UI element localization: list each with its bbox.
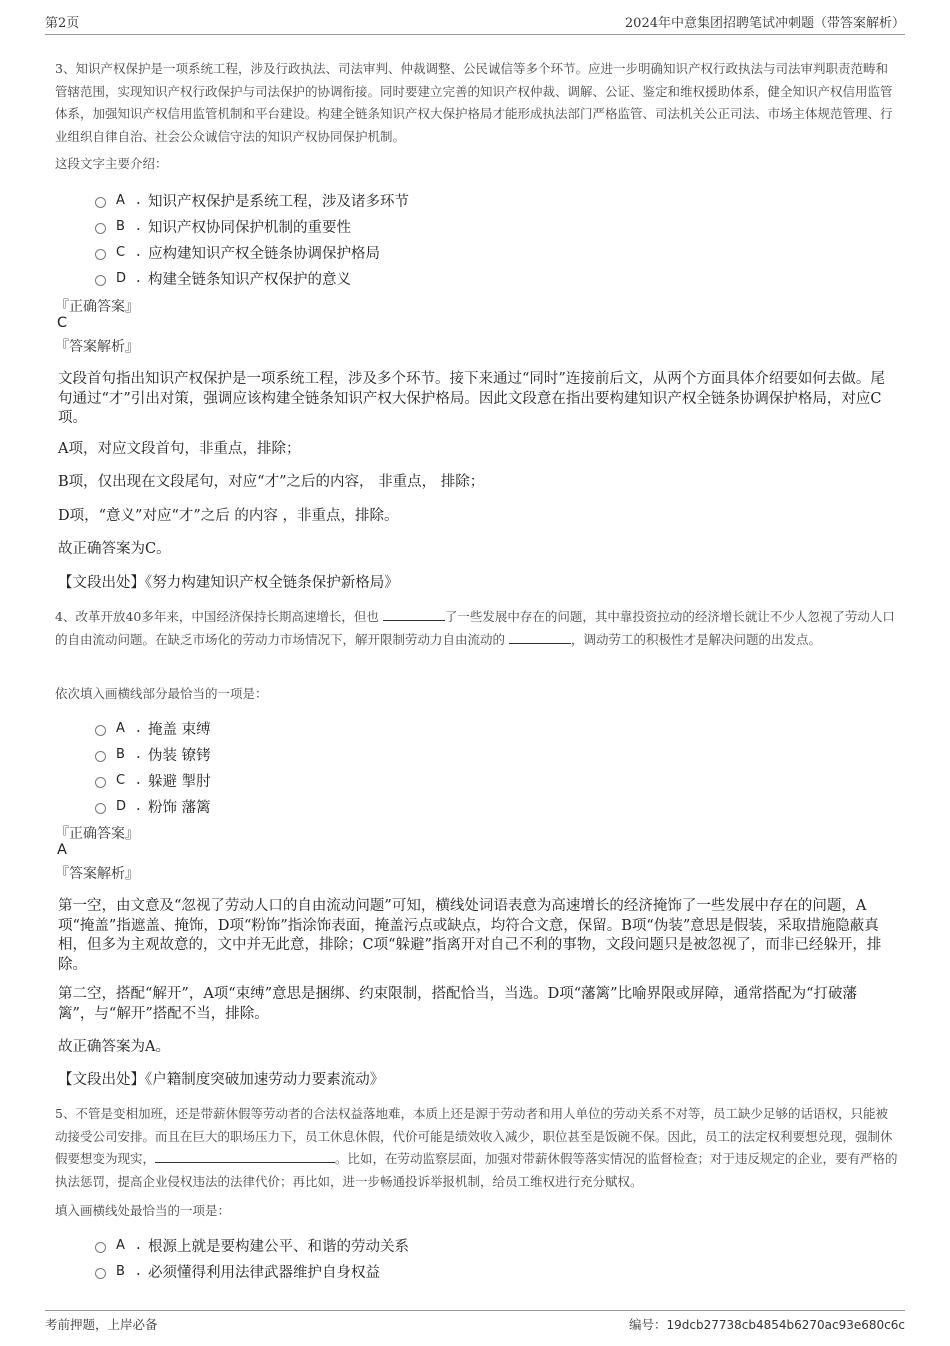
document-title: 2024年中意集团招聘笔试冲刺题（带答案解析） xyxy=(624,16,905,31)
radio-icon[interactable] xyxy=(95,1242,106,1253)
source-citation: 【文段出处】《户籍制度突破加速劳动力要素流动》 xyxy=(58,1072,385,1088)
option-c[interactable]: C . 应构建知识产权全链条协调保护格局 xyxy=(95,239,409,265)
option-d[interactable]: D . 构建全链条知识产权保护的意义 xyxy=(95,265,409,291)
option-a[interactable]: A . 掩盖 束缚 xyxy=(95,715,211,741)
analysis-label: 『答案解析』 xyxy=(55,866,139,882)
radio-icon[interactable] xyxy=(95,275,106,286)
radio-icon[interactable] xyxy=(95,223,106,234)
option-d[interactable]: D . 粉饰 藩篱 xyxy=(95,793,211,819)
question-3-prompt: 这段文字主要介绍： xyxy=(55,156,168,171)
analysis-paragraph: A项，对应文段首句，非重点，排除； xyxy=(58,441,301,457)
analysis-paragraph: 第二空，搭配“解开”，A项“束缚”意思是捆绑、约束限制，搭配恰当，当选。D项“藩篱”比喻界限或屏障，通常搭配为“打破藩篱”，与“解开”搭配不当，排除。 xyxy=(58,986,857,1022)
analysis-paragraph: B项，仅出现在文段尾句，对应“才”之后的内容， 非重点， 排除； xyxy=(58,474,485,490)
source-citation: 【文段出处】《努力构建知识产权全链条保护新格局》 xyxy=(58,575,399,591)
radio-icon[interactable] xyxy=(95,197,106,208)
radio-icon[interactable] xyxy=(95,725,106,736)
question-5-prompt: 填入画横线处最恰当的一项是： xyxy=(55,1203,231,1218)
option-b[interactable]: B . 必须懂得利用法律武器维护自身权益 xyxy=(95,1258,409,1284)
option-b[interactable]: B . 伪装 镣铐 xyxy=(95,741,211,767)
question-4-options xyxy=(95,715,211,819)
answer-value: A xyxy=(57,842,67,858)
option-a[interactable]: A . 知识产权保护是系统工程，涉及诸多环节 xyxy=(95,187,409,213)
fill-blank xyxy=(383,608,445,621)
page-footer xyxy=(45,1310,905,1346)
question-3-text: 3、知识产权保护是一项系统工程，涉及行政执法、司法审判、仲裁调整、公民诚信等多个环节。应进一步明确知识产权行政执法与司法审判职责范畴和管辖范围，实现知识产权行政保护与司法保护的协调衔接。同时要建立完善的知识产权仲裁、调解、公证、鉴定和维权援助体系，健全知识产权信用监管体系，加强知识产权信用监管机制和平台建设。构建全链条知识产权大保护格局才能形成执法部门严格监管、司法机关公正司法、市场主体规范管理、行业组织自律自治、社会公众诚信守法的知识产权协同保护机制。 xyxy=(55,61,893,144)
option-c[interactable]: C . 躲避 掣肘 xyxy=(95,767,211,793)
analysis-conclusion: 故正确答案为A。 xyxy=(58,1039,170,1055)
question-4-prompt: 依次填入画横线部分最恰当的一项是： xyxy=(55,686,268,701)
footer-slogan: 考前押题，上岸必备 xyxy=(45,1317,158,1332)
serial-number: 编号：19dcb27738cb4854b6270ac93e680c6c xyxy=(628,1317,905,1332)
answer-label: 『正确答案』 xyxy=(55,826,139,842)
radio-icon[interactable] xyxy=(95,777,106,788)
page-number: 第2页 xyxy=(45,16,80,31)
answer-value: C xyxy=(57,315,68,331)
question-5-text: 5、不管是变相加班，还是带薪休假等劳动者的合法权益落地难，本质上还是源于劳动者和用人单位的劳动关系不对等，员工缺少足够的话语权，只能被动接受公司安排。而且在巨大的职场压力下，员工休息休假，代价可能是绩效收入减少，职位甚至是饭碗不保。因此，员工的法定权利要想兑现，强制休假要想变为现实， 。比如，在劳动监察层面，加强对带薪休假等落实情况的监督检查；对于违反规定的企业，要有严格的执法惩罚，提高企业侵权违法的法律代价；再比如，进一步畅通投诉举报机制，给员工维权进行充分赋权。 xyxy=(55,1106,898,1189)
fill-blank xyxy=(155,1150,335,1163)
option-a[interactable]: A . 根源上就是要构建公平、和谐的劳动关系 xyxy=(95,1232,409,1258)
page-header xyxy=(45,0,905,35)
question-4-text: 4、改革开放40多年来，中国经济保持长期高速增长，但也 了一些发展中存在的问题，其中靠投资拉动的经济增长就让不少人忽视了劳动人口的自由流动问题。在缺乏市场化的劳动力市场情况下，解开限制劳动力自由流动的 ，调动劳工的积极性才是解决问题的出发点。 xyxy=(55,609,895,647)
radio-icon[interactable] xyxy=(95,1268,106,1279)
answer-label: 『正确答案』 xyxy=(55,299,139,315)
radio-icon[interactable] xyxy=(95,803,106,814)
question-5-options xyxy=(95,1232,409,1284)
fill-blank xyxy=(509,631,571,644)
radio-icon[interactable] xyxy=(95,249,106,260)
option-b[interactable]: B . 知识产权协同保护机制的重要性 xyxy=(95,213,409,239)
analysis-conclusion: 故正确答案为C。 xyxy=(58,541,171,557)
analysis-paragraph: 第一空，由文意及“忽视了劳动人口的自由流动问题”可知，横线处词语表意为高速增长的经济掩饰了一些发展中存在的问题，A项“掩盖”指遮盖、掩饰，D项“粉饰”指涂饰表面，掩盖污点或缺点，均符合文意，保留。B项“伪装”意思是假装，采取措施隐蔽真相，但多为主观故意的，文中并无此意，排除；C项“躲避”指离开对自己不利的事物，文段问题只是被忽视了，而非已经躲开，排除。 xyxy=(58,898,882,973)
analysis-label: 『答案解析』 xyxy=(55,339,139,355)
analysis-paragraph: D项，“意义”对应“才”之后 的内容 ，非重点，排除。 xyxy=(58,508,399,524)
analysis-paragraph: 文段首句指出知识产权保护是一项系统工程，涉及多个环节。接下来通过“同时”连接前后文，从两个方面具体介绍要如何去做。尾句通过“才”引出对策，强调应该构建全链条知识产权大保护格局。因此文段意在指出要构建知识产权全链条协调保护格局，对应C项。 xyxy=(58,371,885,426)
radio-icon[interactable] xyxy=(95,751,106,762)
question-3-options xyxy=(95,187,409,291)
